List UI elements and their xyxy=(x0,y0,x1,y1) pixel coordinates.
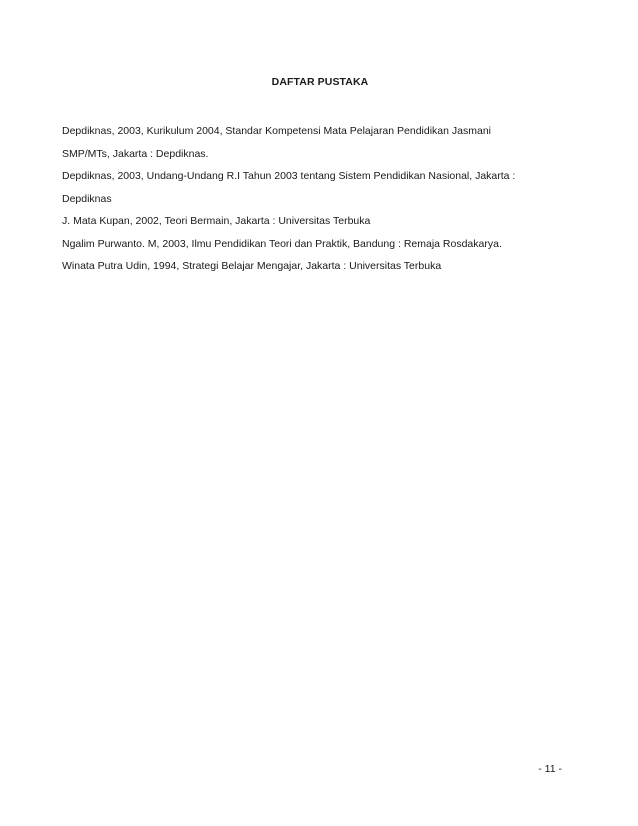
reference-line: Ngalim Purwanto. M, 2003, Ilmu Pendidikan Teori dan Praktik, Bandung : Remaja Rosdakarya. xyxy=(62,237,502,250)
page-number: - 11 - xyxy=(538,763,562,775)
page-title-text: DAFTAR PUSTAKA xyxy=(271,76,369,88)
reference-line: J. Mata Kupan, 2002, Teori Bermain, Jakarta : Universitas Terbuka xyxy=(62,215,371,227)
reference-line: Depdiknas, 2003, Undang-Undang R.I Tahun 2003 tentang Sistem Pendidikan Nasional, Jakarta : xyxy=(62,170,516,182)
page-title xyxy=(0,76,638,88)
reference-line: Depdiknas xyxy=(62,192,112,205)
reference-line: Depdiknas, 2003, Kurikulum 2004, Standar Kompetensi Mata Pelajaran Pendidikan Jasmani xyxy=(62,125,492,137)
reference-line: Winata Putra Udin, 1994, Strategi Belajar Mengajar, Jakarta : Universitas Terbuka xyxy=(62,260,442,272)
reference-line: SMP/MTs, Jakarta : Depdiknas. xyxy=(62,147,209,160)
reference-list xyxy=(62,120,582,278)
